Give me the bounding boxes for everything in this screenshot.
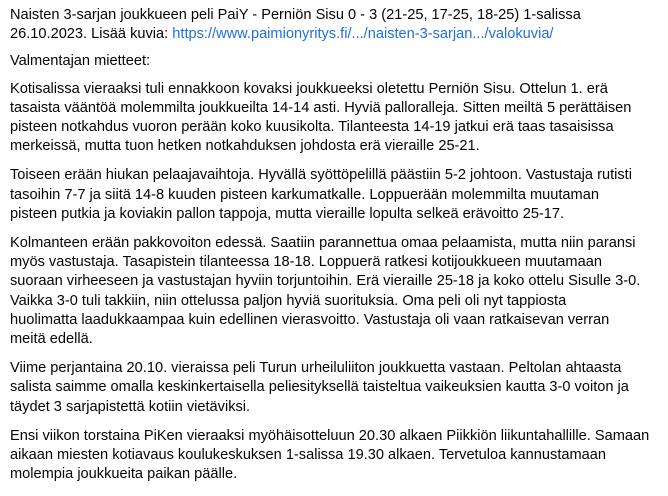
paragraph-third-set: Kolmanteen erään pakkovoiton edessä. Saatiin parannettua omaa pelaamista, mutta niin paransi myös vastustaja. Tasapistein tilanteessa 18-18. Loppuerä ratkesi kotijoukkueen muutamaan suoraan virheeseen ja vastustajan hyviin torjuntoihin. Erä vieraille 25-18 ja koko ottelu Sisulle 3-0. Vaikka 3-0 tuli takkiin, niin ottelussa paljon hyviä suorituksia. Oma peli oli nyt tappiosta huolimatta laadukkaampaa kuin edellinen vierasvoitto. Vastustaja oli vaan ratkaisevan verran meitä edellä. bbox=[10, 235, 641, 348]
photos-link[interactable]: https://www.paimionyritys.fi/.../naisten-3-sarjan.../valokuvia/ bbox=[172, 26, 554, 43]
post-intro bbox=[10, 6, 658, 44]
coach-heading: Valmentajan mietteet: bbox=[10, 53, 151, 70]
paragraph-previous-game: Viime perjantaina 20.10. vieraissa peli Turun urheiluliiton joukkuetta vastaan. Peltolan ahtaasta salista saimme omalla keskinkertaisella peliesityksellä taisteltua vaikeuksien kautta 3-0 voiton ja täydet 3 sarjapistettä kotiin vietäviksi. bbox=[10, 360, 629, 415]
intro-text: Naisten 3-sarjan joukkueen peli PaiY - Perniön Sisu 0 - 3 (21-25, 17-25, 18-25) 1-salissa 26.10.2023. Lisää kuvia: bbox=[10, 7, 581, 43]
paragraph-first-set: Kotisalissa vieraaksi tuli ennakkoon kovaksi joukkueeksi oletettu Perniön Sisu. Ottelun 1. erä tasaista vääntöä molemmilta joukkueilta 14-14 asti. Hyviä palloralleja. Sitten meiltä 5 perättäisen pisteen notkahdus vuoron perään koko kuusikolta. Tilanteesta 14-19 jatkui erä taas tasaisissa merkeissä, mutta tuon hetken notkahduksen johdosta erä vieraille 25-21. bbox=[10, 80, 632, 155]
paragraph-second-set: Toiseen erään hiukan pelaajavaihtoja. Hyvällä syöttöpelillä päästiin 5-2 johtoon. Vastustaja rutisti tasoihin 7-7 ja siitä 14-8 kuuden pisteen karkumatkalle. Loppuerään molemmilta muutaman pisteen putkia ja koviakin pallon tappoja, mutta vieraille lopulta selkeä erävoitto 25-17. bbox=[10, 167, 632, 222]
paragraph-next-games: Ensi viikon torstaina PiKen vieraaksi myöhäisotteluun 20.30 alkaen Piikkiön liikuntahallille. Samaan aikaan miesten kotiavaus koulukeskuksen 1-salissa 19.30 alkaen. Tervetuloa kannustamaan molempia joukkueita paikan päälle. bbox=[10, 427, 650, 483]
